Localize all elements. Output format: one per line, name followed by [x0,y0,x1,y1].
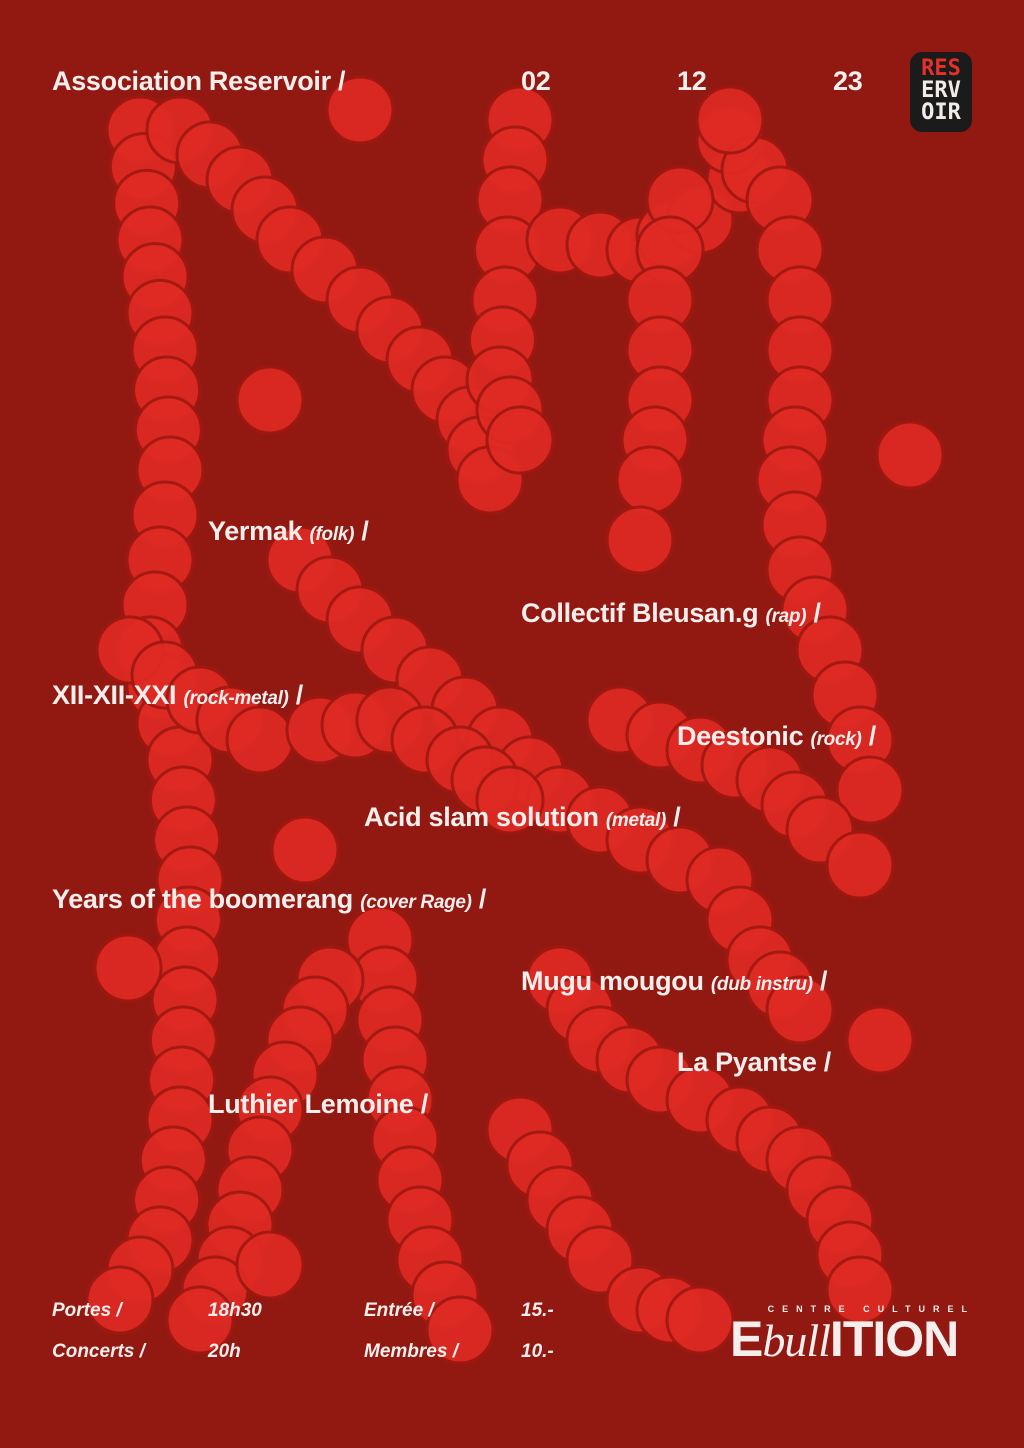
date-month: 12 [677,66,707,96]
concerts-label: Concerts / [52,1341,145,1362]
lineup-item: Collectif Bleusan.g (rap) / [521,598,821,628]
reservoir-logo [910,52,972,132]
concerts-time: 20h [208,1341,241,1362]
lineup-item: Acid slam solution (metal) / [364,802,681,832]
date-year: 23 [833,66,863,96]
ebullition-logo [730,1300,980,1370]
lineup-item: Deestonic (rock) / [677,721,876,751]
members-label: Membres / [364,1341,458,1362]
lineup-item: Mugu mougou (dub instru) / [521,966,828,996]
doors-label: Portes / [52,1300,122,1321]
lineup-item: Years of the boomerang (cover Rage) / [52,884,487,914]
entry-label: Entrée / [364,1300,434,1321]
ebullition-logo-wordmark: EbullITION [730,1311,959,1367]
entry-price: 15.- [521,1300,554,1321]
reservoir-logo-line1: RES [921,56,961,81]
lineup-item: La Pyantse / [677,1047,831,1077]
members-price: 10.- [521,1341,554,1362]
organizer-title: Association Reservoir / [52,66,346,96]
reservoir-logo-line3: OIR [921,100,961,125]
ebullition-logo-subtitle: CENTRE CULTUREL [767,1304,975,1314]
reservoir-logo-line2: ERV [921,78,961,103]
date-day: 02 [521,66,551,96]
lineup-item: XII-XII-XXI (rock-metal) / [52,680,303,710]
doors-time: 18h30 [208,1300,262,1321]
lineup-item: Yermak (folk) / [208,516,369,546]
lineup-item: Luthier Lemoine / [208,1089,428,1119]
